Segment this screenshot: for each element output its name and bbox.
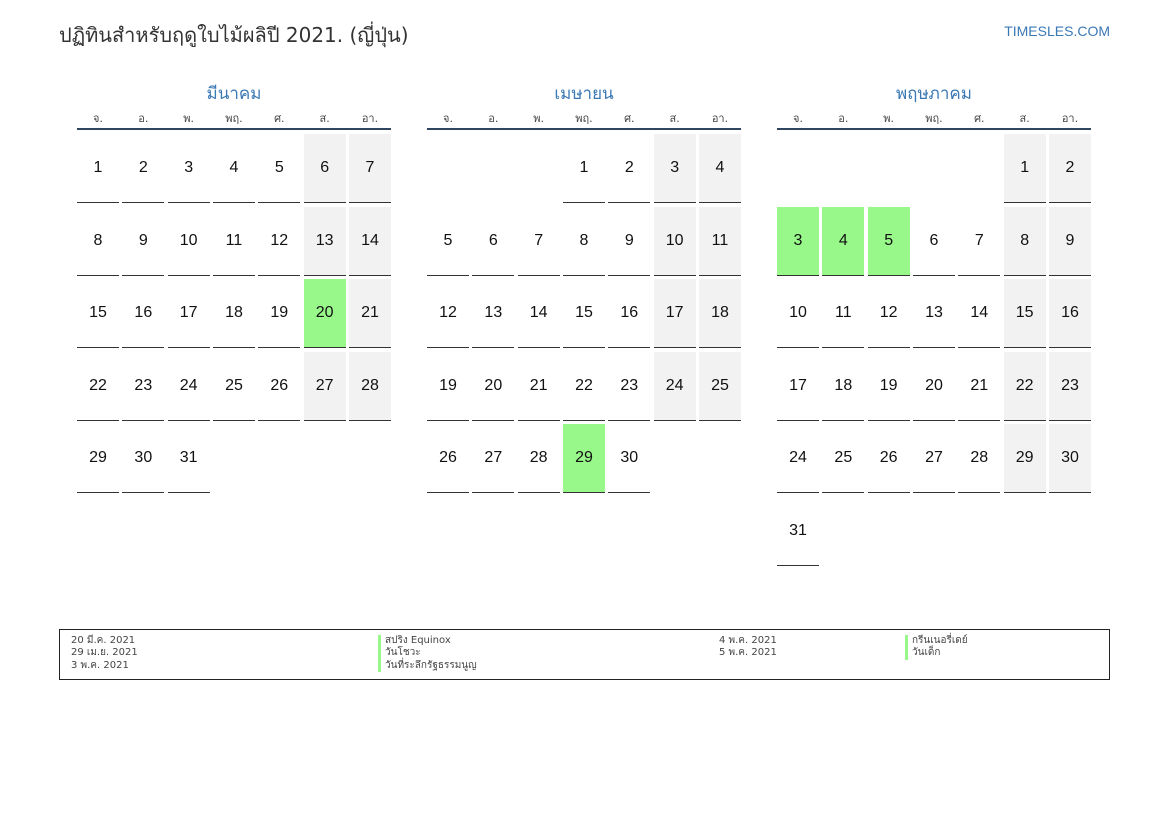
day-cell: 25 xyxy=(822,424,864,493)
day-cell: 27 xyxy=(304,352,346,421)
legend-holiday-name: วันเด็ก xyxy=(905,647,968,659)
weekday-header xyxy=(777,108,1091,130)
day-cell: 28 xyxy=(958,424,1000,493)
day-cell: 29 xyxy=(77,424,119,493)
weekday-label: อ. xyxy=(488,112,499,125)
day-cell: 16 xyxy=(1049,279,1091,348)
day-cell: 9 xyxy=(608,207,650,276)
legend-holiday-name: วันโชวะ xyxy=(378,647,477,659)
legend-holiday-name: กรีนเนอรี่เดย์ xyxy=(905,635,968,647)
day-cell: 31 xyxy=(168,424,210,493)
day-cell: 30 xyxy=(1049,424,1091,493)
holiday-day-cell: 5 xyxy=(868,207,910,276)
day-cell: 6 xyxy=(304,134,346,203)
day-cell: 20 xyxy=(472,352,514,421)
weekday-label: จ. xyxy=(793,112,803,125)
empty-cell xyxy=(868,134,910,203)
holiday-day-cell: 4 xyxy=(822,207,864,276)
weekday-label: ส. xyxy=(319,112,330,125)
day-cell: 3 xyxy=(168,134,210,203)
day-cell: 28 xyxy=(518,424,560,493)
weekday-label: พ. xyxy=(533,112,545,125)
empty-cell xyxy=(913,134,955,203)
legend-holiday-name: สปริง Equinox xyxy=(378,635,477,647)
day-cell: 14 xyxy=(518,279,560,348)
day-cell: 4 xyxy=(699,134,741,203)
legend-dates-left xyxy=(71,635,138,672)
day-cell: 6 xyxy=(472,207,514,276)
weekday-header xyxy=(77,108,391,130)
day-cell: 24 xyxy=(777,424,819,493)
weekday-label: อา. xyxy=(1061,112,1079,125)
day-cell: 11 xyxy=(213,207,255,276)
day-cell: 16 xyxy=(122,279,164,348)
day-cell: 22 xyxy=(563,352,605,421)
day-cell: 10 xyxy=(168,207,210,276)
day-cell: 3 xyxy=(654,134,696,203)
legend-date: 4 พ.ค. 2021 xyxy=(719,635,777,646)
day-cell: 15 xyxy=(77,279,119,348)
day-cell: 7 xyxy=(349,134,391,203)
weekday-label: ศ. xyxy=(624,112,635,125)
holiday-day-cell: 3 xyxy=(777,207,819,276)
month-april xyxy=(427,82,741,493)
brand-link[interactable]: TIMESLES.COM xyxy=(1004,23,1110,39)
day-cell: 24 xyxy=(654,352,696,421)
month-name: มีนาคม xyxy=(206,84,262,104)
day-cell: 26 xyxy=(427,424,469,493)
day-cell: 11 xyxy=(822,279,864,348)
legend-date: 29 เม.ย. 2021 xyxy=(71,647,138,659)
day-cell: 29 xyxy=(1004,424,1046,493)
day-cell: 13 xyxy=(913,279,955,348)
day-cell: 18 xyxy=(699,279,741,348)
weekday-label: ส. xyxy=(669,112,680,125)
day-cell: 14 xyxy=(958,279,1000,348)
weekday-label: จ. xyxy=(443,112,453,125)
weekday-label: ส. xyxy=(1019,112,1030,125)
day-cell: 30 xyxy=(122,424,164,493)
legend-date: 3 พ.ค. 2021 xyxy=(71,659,129,671)
weekday-label: ศ. xyxy=(274,112,285,125)
day-cell: 28 xyxy=(349,352,391,421)
day-cell: 22 xyxy=(77,352,119,421)
day-cell: 19 xyxy=(868,352,910,421)
weekday-label: อ. xyxy=(838,112,849,125)
legend-names-right xyxy=(905,635,968,660)
weekday-label: พฤ. xyxy=(575,112,593,125)
day-cell: 8 xyxy=(563,207,605,276)
day-cell: 18 xyxy=(822,352,864,421)
day-cell: 22 xyxy=(1004,352,1046,421)
weekday-label: ศ. xyxy=(974,112,985,125)
empty-cell xyxy=(427,134,469,203)
day-cell: 2 xyxy=(122,134,164,203)
day-cell: 26 xyxy=(868,424,910,493)
empty-cell xyxy=(958,134,1000,203)
day-cell: 30 xyxy=(608,424,650,493)
day-cell: 14 xyxy=(349,207,391,276)
holiday-day-cell: 29 xyxy=(563,424,605,493)
day-cell: 8 xyxy=(1004,207,1046,276)
holiday-day-cell: 20 xyxy=(304,279,346,348)
weekday-label: พ. xyxy=(183,112,195,125)
day-cell: 13 xyxy=(304,207,346,276)
day-cell: 1 xyxy=(77,134,119,203)
weekday-label: พ. xyxy=(883,112,895,125)
page-title: ปฏิทินสำหรับฤดูใบไม้ผลิปี 2021. (ญี่ปุ่น) xyxy=(59,23,409,47)
day-cell: 27 xyxy=(913,424,955,493)
day-cell: 9 xyxy=(122,207,164,276)
day-cell: 9 xyxy=(1049,207,1091,276)
day-cell: 20 xyxy=(913,352,955,421)
day-cell: 10 xyxy=(654,207,696,276)
day-cell: 27 xyxy=(472,424,514,493)
month-march xyxy=(77,82,391,493)
day-cell: 4 xyxy=(213,134,255,203)
legend-dates-right xyxy=(719,635,777,660)
day-cell: 12 xyxy=(427,279,469,348)
legend-holiday-name: วันที่ระลึกรัฐธรรมนูญ xyxy=(378,660,477,672)
day-cell: 17 xyxy=(777,352,819,421)
day-cell: 23 xyxy=(608,352,650,421)
day-cell: 23 xyxy=(1049,352,1091,421)
day-cell: 25 xyxy=(699,352,741,421)
day-cell: 21 xyxy=(349,279,391,348)
weekday-label: จ. xyxy=(93,112,103,125)
day-cell: 1 xyxy=(563,134,605,203)
day-cell: 18 xyxy=(213,279,255,348)
holiday-legend xyxy=(59,629,1110,680)
day-cell: 7 xyxy=(518,207,560,276)
month-name: เมษายน xyxy=(554,84,614,104)
day-cell: 19 xyxy=(258,279,300,348)
day-cell: 6 xyxy=(913,207,955,276)
day-cell: 8 xyxy=(77,207,119,276)
day-cell: 7 xyxy=(958,207,1000,276)
day-cell: 10 xyxy=(777,279,819,348)
weekday-header xyxy=(427,108,741,130)
day-cell: 5 xyxy=(258,134,300,203)
day-cell: 12 xyxy=(258,207,300,276)
day-cell: 2 xyxy=(1049,134,1091,203)
day-cell: 25 xyxy=(213,352,255,421)
month-may xyxy=(777,82,1091,566)
empty-cell xyxy=(777,134,819,203)
legend-date: 5 พ.ค. 2021 xyxy=(719,647,777,659)
day-cell: 13 xyxy=(472,279,514,348)
weekday-label: พฤ. xyxy=(225,112,243,125)
day-cell: 21 xyxy=(518,352,560,421)
day-cell: 1 xyxy=(1004,134,1046,203)
day-cell: 26 xyxy=(258,352,300,421)
day-cell: 12 xyxy=(868,279,910,348)
day-cell: 17 xyxy=(168,279,210,348)
day-grid xyxy=(427,134,741,493)
day-cell: 24 xyxy=(168,352,210,421)
month-name: พฤษภาคม xyxy=(895,84,973,104)
weekday-label: อา. xyxy=(361,112,379,125)
day-cell: 19 xyxy=(427,352,469,421)
legend-date: 20 มี.ค. 2021 xyxy=(71,635,136,646)
day-cell: 23 xyxy=(122,352,164,421)
day-cell: 31 xyxy=(777,497,819,566)
weekday-label: อ. xyxy=(138,112,149,125)
weekday-label: อา. xyxy=(711,112,729,125)
empty-cell xyxy=(822,134,864,203)
day-cell: 15 xyxy=(1004,279,1046,348)
empty-cell xyxy=(518,134,560,203)
day-cell: 21 xyxy=(958,352,1000,421)
day-grid xyxy=(777,134,1091,566)
weekday-label: พฤ. xyxy=(925,112,943,125)
day-cell: 2 xyxy=(608,134,650,203)
day-cell: 15 xyxy=(563,279,605,348)
day-cell: 11 xyxy=(699,207,741,276)
day-cell: 5 xyxy=(427,207,469,276)
day-grid xyxy=(77,134,391,493)
legend-names-left xyxy=(378,635,477,672)
day-cell: 16 xyxy=(608,279,650,348)
empty-cell xyxy=(472,134,514,203)
day-cell: 17 xyxy=(654,279,696,348)
